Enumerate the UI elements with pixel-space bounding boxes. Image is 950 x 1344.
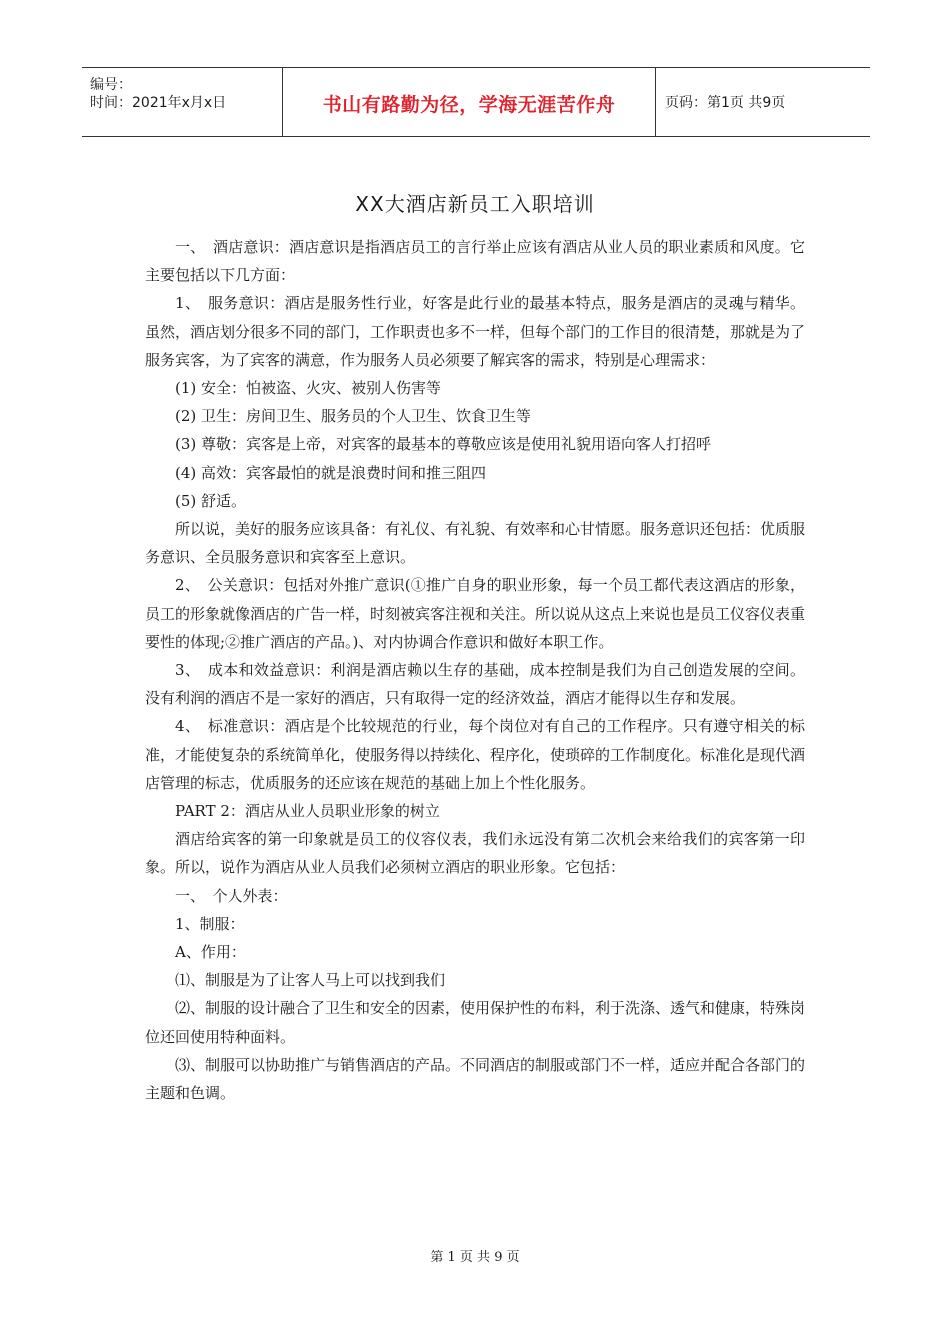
paragraph: (3) 尊敬：宾客是上帝，对宾客的最基本的尊敬应该是使用礼貌用语向客人打招呼 (175, 435, 712, 454)
paragraph: 所以说，美好的服务应该具备：有礼仪、有礼貌、有效率和心甘情愿。服务意识还包括：优质服务意识、全员服务意识和宾客至上意识。 (145, 520, 806, 567)
motto: 书山有路勤为径，学海无涯苦作舟 (322, 94, 616, 116)
paragraph: (4) 高效：宾客最怕的就是浪费时间和推三阻四 (175, 463, 487, 482)
header-table (82, 67, 870, 137)
header-right-cell (655, 68, 870, 136)
paragraph: 酒店给宾客的第一印象就是员工的仪容仪表，我们永远没有第二次机会来给我们的宾客第一印象。所以，说作为酒店从业人员我们必须树立酒店的职业形象。它包括： (145, 830, 805, 877)
page-info: 页码：第1页 共9页 (665, 95, 786, 111)
paragraph: 3、 成本和效益意识：利润是酒店赖以生存的基础，成本控制是我们为自己创造发展的空间。没有利润的酒店不是一家好的酒店，只有取得一定的经济效益，酒店才能得以生存和发展。 (145, 661, 805, 708)
page-title: XX大酒店新员工入职培训 (355, 192, 595, 216)
header-motto-cell (282, 68, 656, 136)
header-left-cell (82, 68, 282, 136)
date-label: 时间：2021年x月x日 (90, 95, 227, 111)
paragraph: ⑵、制服的设计融合了卫生和安全的因素，使用保护性的布料，利于洗涤、透气和健康，特殊岗位还回使用特种面料。 (145, 999, 806, 1046)
paragraph: (2) 卫生：房间卫生、服务员的个人卫生、饮食卫生等 (175, 407, 532, 426)
paragraph: 2、 公关意识：包括对外推广意识(①推广自身的职业形象，每一个员工都代表这酒店的形象，员工的形象就像酒店的广告一样，时刻被宾客注视和关注。所以说从这点上来说也是员工仪容仪表重要性的体现;②推广酒店的产品。)、对内协调合作意识和做好本职工作。 (145, 576, 806, 651)
paragraph: ⑶、制服可以协助推广与销售酒店的产品。不同酒店的制服或部门不一样，适应并配合各部门的主题和色调。 (145, 1055, 806, 1103)
paragraph: (1) 安全：怕被盗、火灾、被别人伤害等 (175, 379, 442, 398)
paragraph: 1、制服： (175, 914, 245, 933)
paragraph: 一、 酒店意识：酒店意识是指酒店员工的言行举止应该有酒店从业人员的职业素质和风度。它主要包括以下几方面： (145, 238, 805, 285)
document-body (145, 233, 805, 1107)
page-footer: 第 1 页 共 9 页 (430, 1250, 520, 1265)
code-label: 编号： (90, 77, 132, 93)
paragraph: PART 2：酒店从业人员职业形象的树立 (175, 802, 440, 821)
paragraph: 一、 个人外表： (175, 886, 288, 905)
paragraph: (5) 舒适。 (175, 491, 247, 510)
paragraph: 4、 标准意识：酒店是个比较规范的行业，每个岗位对有自己的工作程序。只有遵守相关的标准，才能使复杂的系统简单化，使服务得以持续化、程序化，使琐碎的工作制度化。标准化是现代酒店管理的标志，优质服务的还应该在规范的基础上加上个性化服务。 (145, 717, 806, 792)
paragraph: A、作用： (175, 943, 246, 962)
paragraph: 1、 服务意识：酒店是服务性行业，好客是此行业的最基本特点，服务是酒店的灵魂与精华。虽然，酒店划分很多不同的部门，工作职责也多不一样，但每个部门的工作目的很清楚，那就是为了服务宾客，为了宾客的满意，作为服务人员必须要了解宾客的需求，特别是心理需求： (145, 294, 806, 369)
paragraph: ⑴、制服是为了让客人马上可以找到我们 (175, 971, 446, 990)
